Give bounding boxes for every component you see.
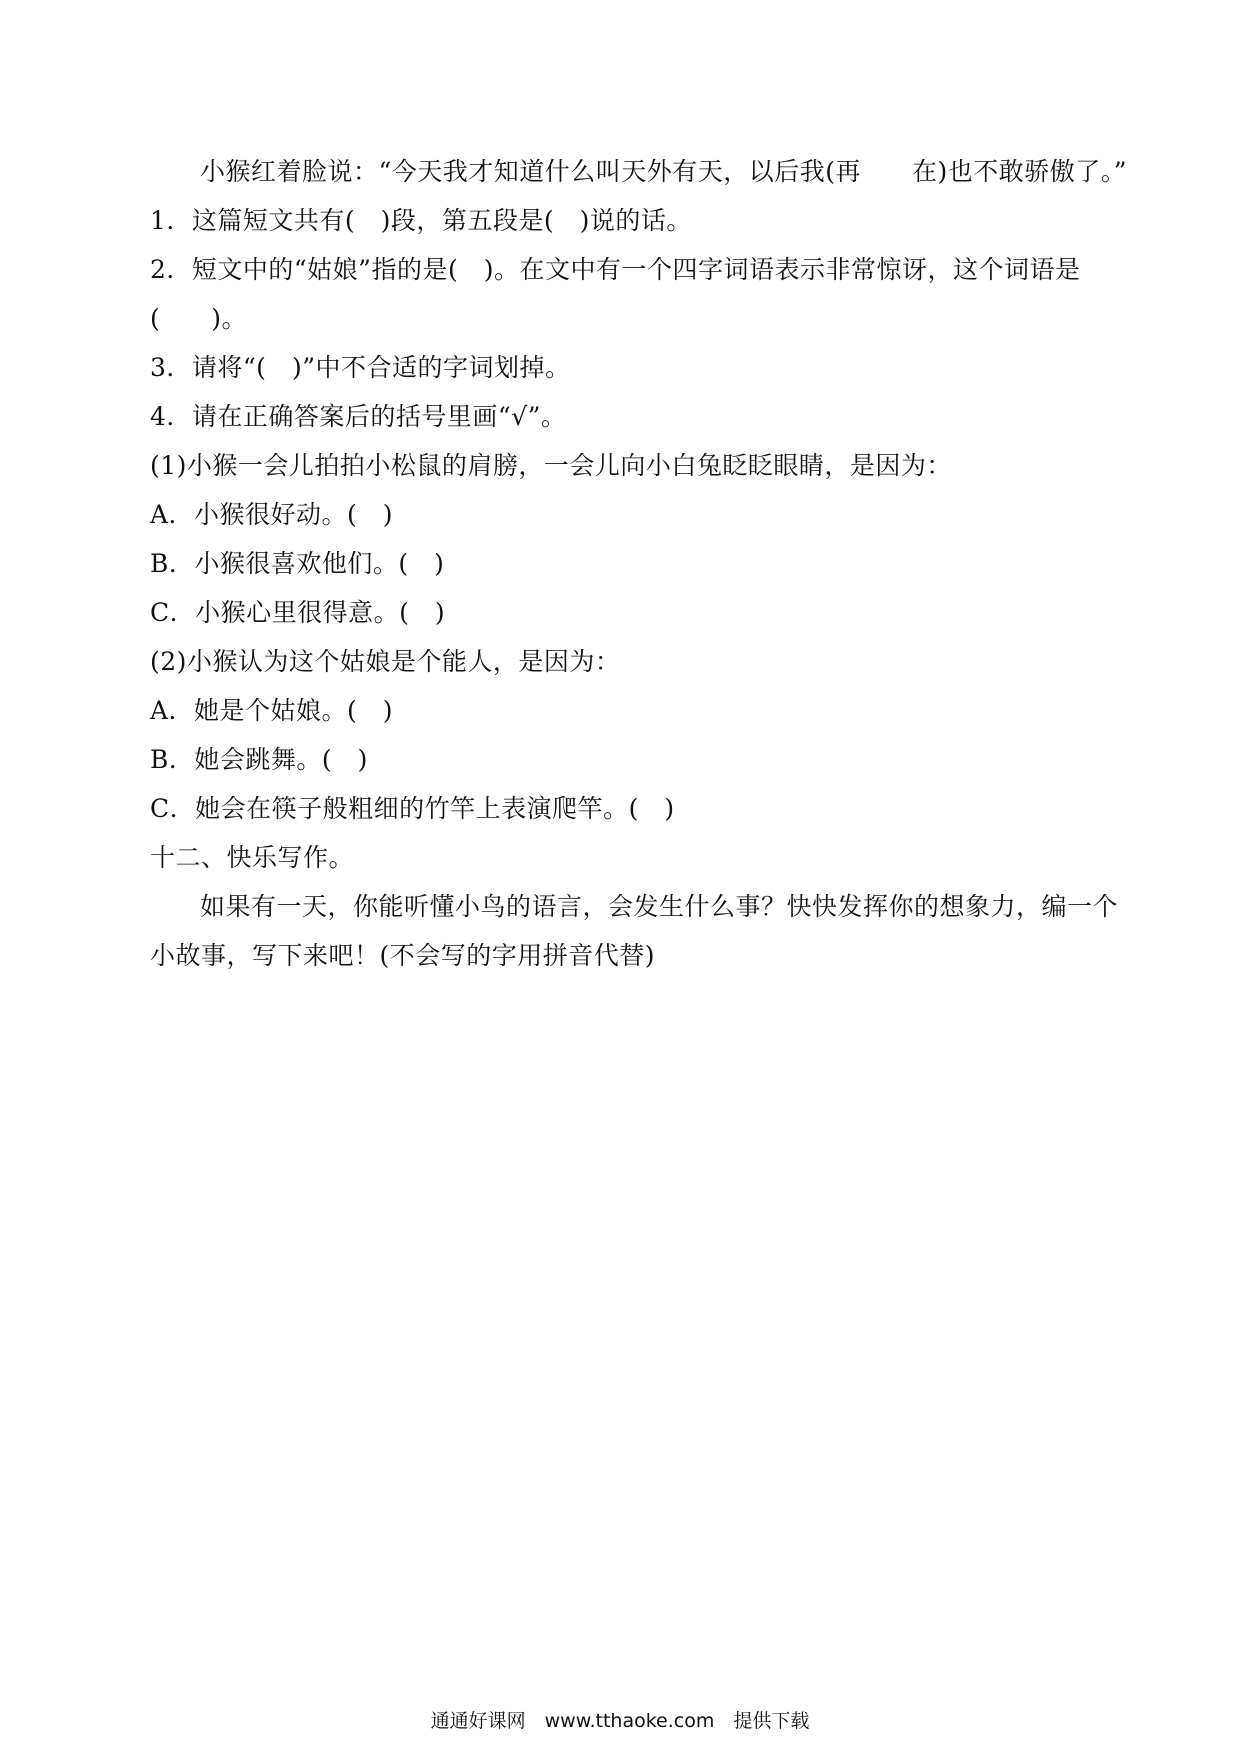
story-last-sentence: 小猴红着脸说：“今天我才知道什么叫天外有天，以后我(再 在)也不敢骄傲了。” (200, 157, 1128, 186)
question-3: 3．请将“( )”中不合适的字词划掉。 (150, 353, 571, 382)
option-2b: B．她会跳舞。( ) (150, 745, 368, 774)
question-2-continued: ( )。 (150, 304, 248, 333)
writing-prompt: 如果有一天，你能听懂小鸟的语言，会发生什么事？快快发挥你的想象力，编一个 (200, 892, 1119, 921)
question-2: 2．短文中的“姑娘”指的是( )。在文中有一个四字词语表示非常惊讶，这个词语是 (150, 255, 1081, 284)
option-1c: C．小猴心里很得意。( ) (150, 598, 446, 627)
option-1a: A．小猴很好动。( ) (150, 500, 394, 529)
option-2c: C．她会在筷子般粗细的竹竿上表演爬竿。( ) (150, 794, 675, 823)
section-heading-writing: 十二、快乐写作。 (150, 843, 355, 872)
question-1: 1．这篇短文共有( )段，第五段是( )说的话。 (150, 206, 692, 235)
footer-source: 通通好课网 www.tthaoke.com 提供下载 (430, 1710, 810, 1732)
question-4: 4．请在正确答案后的括号里画“√”。 (150, 402, 567, 431)
option-1b: B．小猴很喜欢他们。( ) (150, 549, 445, 578)
sub-question-2: (2)小猴认为这个姑娘是个能人，是因为： (150, 647, 621, 676)
sub-question-1: (1)小猴一会儿拍拍小松鼠的肩膀，一会儿向小白兔眨眨眼睛，是因为： (150, 451, 952, 480)
option-2a: A．她是个姑娘。( ) (150, 696, 394, 725)
writing-prompt-continued: 小故事，写下来吧！(不会写的字用拼音代替) (150, 941, 656, 970)
